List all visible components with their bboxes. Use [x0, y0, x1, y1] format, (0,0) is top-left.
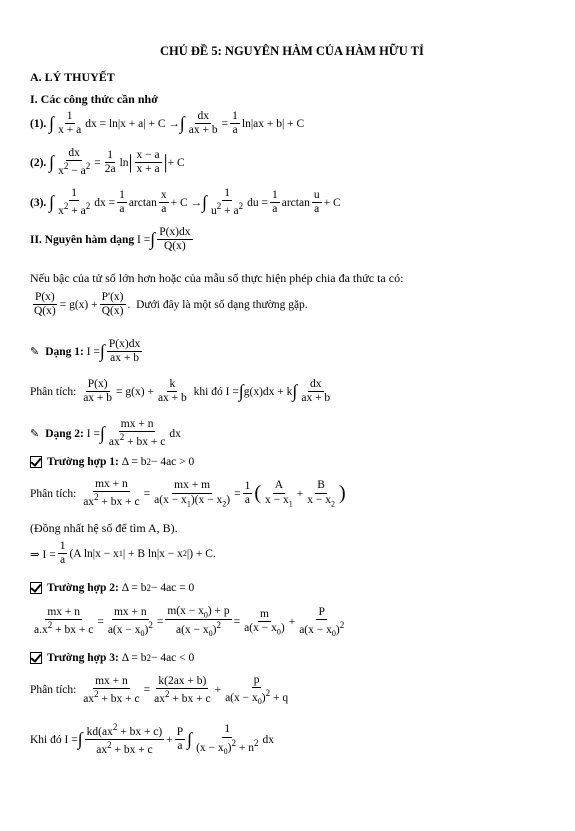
phan-tich-label: Phân tích: — [30, 684, 77, 697]
section-ii-label: II. Nguyên hàm dạng — [30, 233, 135, 246]
case-3-heading: Trường hợp 3: Δ = b 2 − 4ac < 0 — [30, 652, 194, 664]
section-i-heading: I. Các công thức cần nhớ — [30, 92, 158, 106]
dang-1-label: Dạng 1: — [45, 345, 84, 358]
case-3-result: Khi đó I = ∫ $\frac{kd(ax^2 + bx + c)}{ax^2 + bx + c}$ + $\frac{P}{a}$ ∫ $\frac{1}{(x - x_0)^2 + n^2}$ dx — [30, 722, 274, 756]
case-1-analysis: Phân tích: $\frac{mx + n}{ax^2 + bx + c}$ = $\frac{mx + m}{a(x - x_1)(x - x_2)}$ = $\frac{1}{a}$ ( $\frac{A}{x - x_1}$ + $\frac{B}{x - x_2}$ ) — [30, 478, 346, 509]
intro-text-2: Dưới đây là một số dạng thường gặp. — [136, 298, 308, 311]
section-a-heading: A. LÝ THUYẾT — [30, 70, 115, 84]
case-1-label: Trường hợp 1: — [47, 456, 119, 468]
dong-nhat-note: (Đồng nhất hệ số để tìm A, B). — [30, 521, 178, 535]
dang-1-heading: ✎ Dạng 1: I = ∫ $\frac{P(x)dx}{ax + b}$ — [30, 338, 141, 365]
khi-do-label: khi đó — [193, 385, 223, 398]
case-2-analysis: $\frac{mx + n}{a.x^2 + bx + c}$ = $\frac{mx + n}{a(x - x_0)^2}$ = $\frac{m(x - x_0) + p}{a(x - x_0)^2}$ = $\frac{m}{a(x - x_0)}$ + $\frac{P}{a(x - x_0)^2}$ — [34, 605, 345, 639]
formula-1-label: (1). — [30, 117, 47, 130]
pencil-icon: ✎ — [30, 346, 40, 359]
case-1-heading: Trường hợp 1: Δ = b 2 − 4ac > 0 — [30, 456, 194, 468]
case-3-label: Trường hợp 3: — [47, 652, 119, 664]
dang-1-analysis: Phân tích: $\frac{P(x)}{ax + b}$ = g(x) + $\frac{k}{ax + b}$ khi đó I = ∫ g(x)dx + k ∫ $\frac{dx}{ax + b}$ — [30, 378, 331, 405]
dang-2-heading: ✎ Dạng 2: I = ∫ $\frac{mx + n}{ax^2 + bx + c}$ dx — [30, 418, 181, 449]
formula-2-label: (2). — [30, 156, 47, 169]
case-1-result: ⇒ I = $\frac{1}{a}$ (A ln|x − x 1 | + B ln|x − x 2 |) + C. — [30, 540, 216, 567]
case-2-label: Trường hợp 2: — [47, 582, 119, 594]
section-ii-heading: II. Nguyên hàm dạng I = ∫ $\frac{P(x)dx}{Q(x)}$ — [30, 226, 191, 253]
checkbox-icon — [30, 582, 42, 594]
phan-tich-label: Phân tích: — [30, 385, 77, 398]
checkbox-icon — [30, 456, 42, 468]
formula-2: (2). ∫ $\frac{dx}{x^2 - a^2}$ = $\frac{1}{2a}$ ln | $\frac{x - a}{x + a}$ | + C — [30, 147, 185, 178]
pencil-icon: ✎ — [30, 428, 40, 441]
case-3-analysis: Phân tích: $\frac{mx + n}{ax^2 + bx + c}$ = $\frac{k(2ax + b)}{ax^2 + bx + c}$ + $\frac{p}{a(x - x_0)^2 + q}$ — [30, 674, 289, 707]
page-title: CHỦ ĐỀ 5: NGUYÊN HÀM CỦA HÀM HỮU TỈ — [160, 44, 424, 58]
khi-do-cap-label: Khi đó — [30, 733, 62, 746]
formula-3-label: (3). — [30, 196, 47, 209]
division-formula: $\frac{P(x)}{Q(x)}$ = g(x) + $\frac{P'(x)}{Q(x)}$ . Dưới đây là một số dạng thường gặp. — [34, 291, 308, 318]
case-2-heading: Trường hợp 2: Δ = b 2 − 4ac = 0 — [30, 582, 194, 594]
phan-tich-label: Phân tích: — [30, 487, 77, 500]
formula-1: (1). ∫ $\frac{1}{x + a}$ dx = ln|x + a| + C → ∫ $\frac{dx}{ax + b}$ = $\frac{1}{a}$ ln|ax + b| + C — [30, 110, 305, 137]
dang-2-label: Dạng 2: — [45, 427, 84, 440]
formula-3: (3). ∫ $\frac{1}{x^2 + a^2}$ dx = $\frac{1}{a}$ arctan $\frac{x}{a}$ + C → ∫ $\frac{1}{u^2 + a^2}$ du = $\frac{1}{a}$ arctan $\frac{u}{a}$ + C — [30, 187, 341, 218]
intro-text: Nếu bậc của tử số lớn hơn hoặc của mẫu số thực hiện phép chia đa thức ta có: — [30, 271, 404, 285]
checkbox-icon — [30, 652, 42, 664]
